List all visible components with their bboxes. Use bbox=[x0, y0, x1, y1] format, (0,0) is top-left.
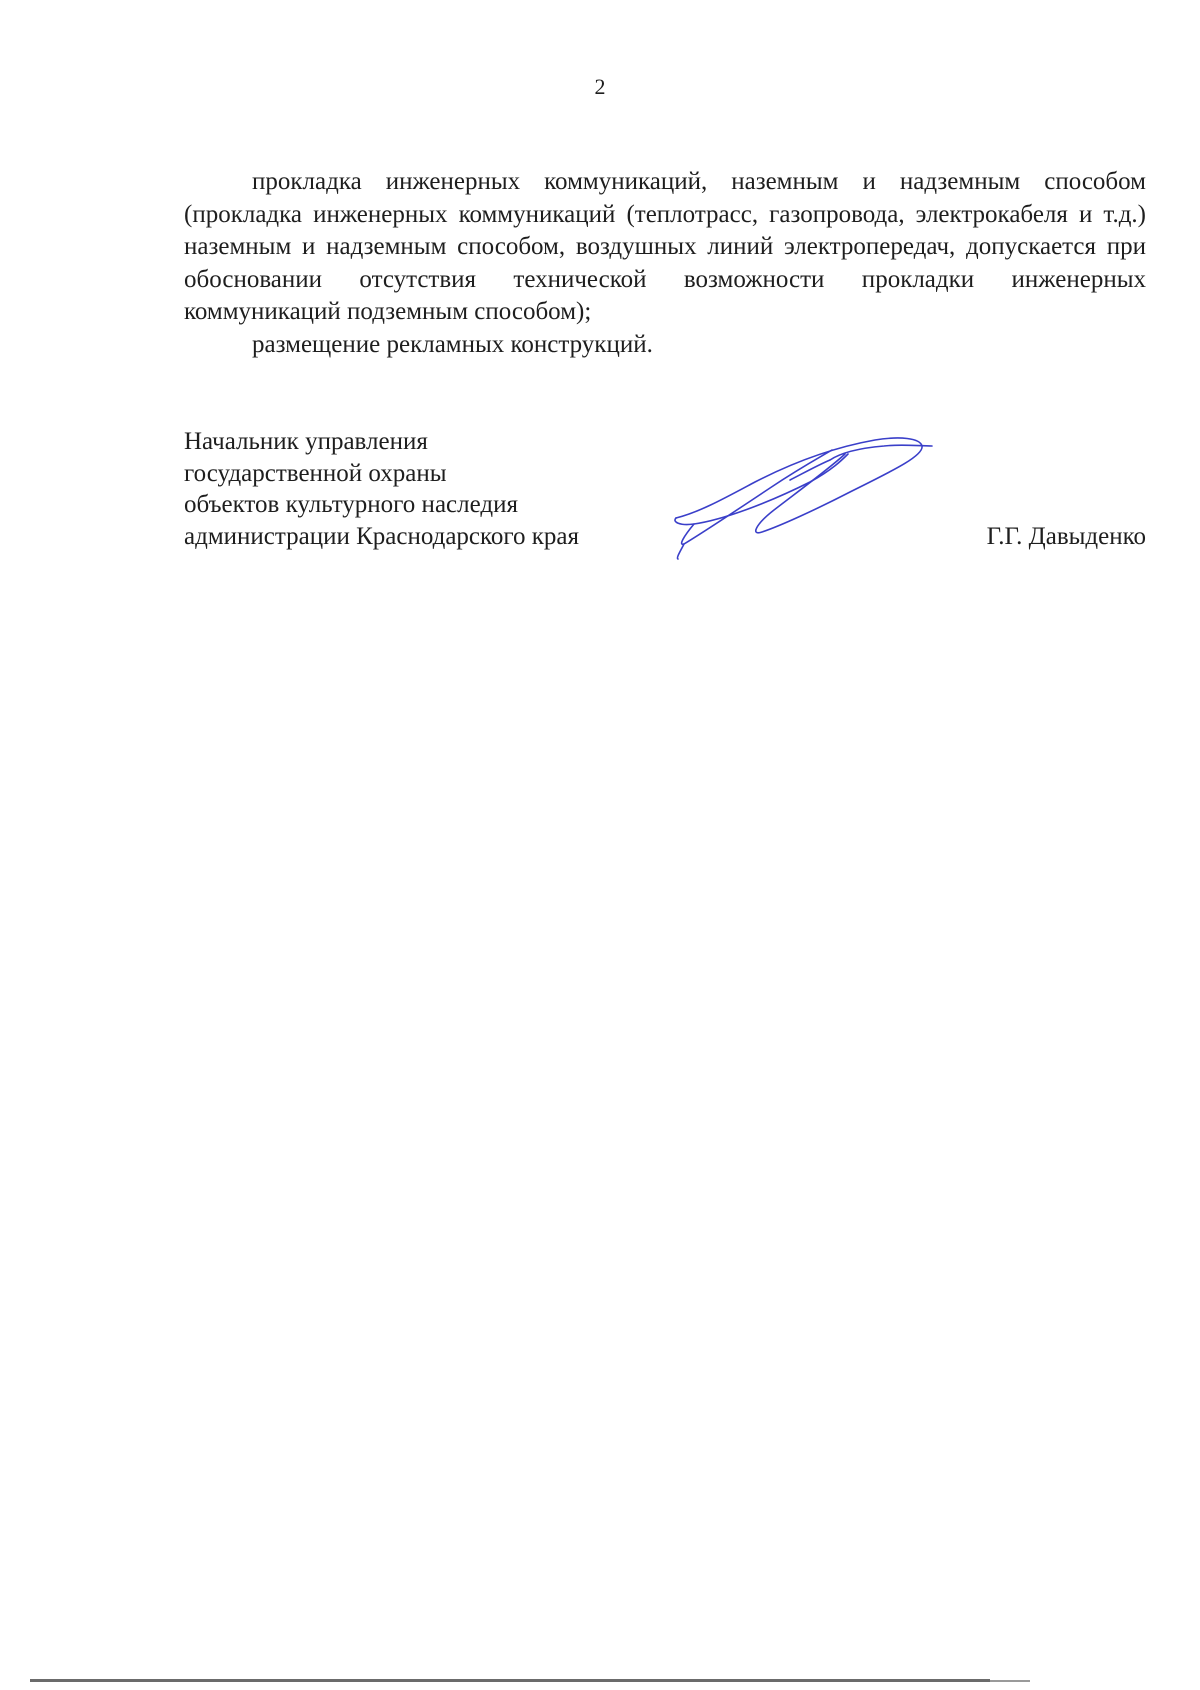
signatory-name: Г.Г. Давыденко bbox=[986, 522, 1146, 550]
signature-stroke bbox=[677, 544, 684, 559]
page-bottom-rule-tail bbox=[990, 1680, 1030, 1682]
handwritten-signature bbox=[670, 420, 940, 565]
signatory-position bbox=[184, 426, 579, 552]
signature-stroke bbox=[675, 454, 848, 525]
signatory-position-line: администрации Краснодарского края bbox=[184, 522, 580, 550]
document-body bbox=[184, 166, 1146, 361]
body-paragraph: прокладка инженерных коммуникаций, наземным и надземным способом (прокладка инженерных коммуникаций (теплотрасс, газопровода, электрокабеля и т.д.) наземным и надземным способом, воздушных линий электропередач, допускается при обосновании отсутствия технической возможности прокладки инженерных коммуникаций подземным способом); bbox=[184, 168, 1146, 325]
signatory-position-line: Начальник управления bbox=[184, 428, 428, 455]
page-number: 2 bbox=[594, 74, 606, 99]
signature-block bbox=[184, 426, 1146, 596]
signature-stroke bbox=[676, 438, 922, 533]
page-bottom-rule bbox=[30, 1679, 990, 1682]
signatory-position-line: объектов культурного наследия bbox=[184, 491, 518, 518]
signatory-position-line: государственной охраны bbox=[184, 459, 447, 487]
body-paragraph: размещение рекламных конструкций. bbox=[252, 330, 653, 358]
signature-stroke bbox=[682, 450, 832, 544]
